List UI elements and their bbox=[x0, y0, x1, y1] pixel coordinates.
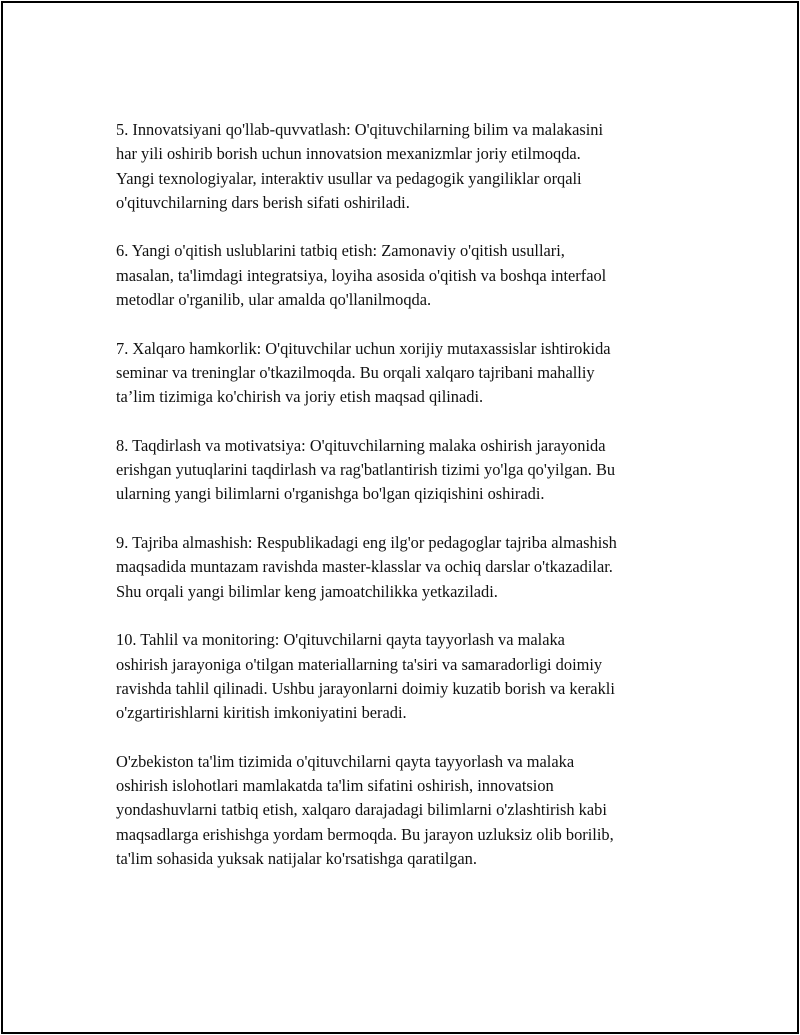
paragraph-new-teaching-methods: 6. Yangi o'qitish uslublarini tatbiq etish: Zamonaviy o'qitish usullari, masalan, ta'limdagi integratsiya, loyiha asosida o'qitish va boshqa interfaol metodlar o'rganilib, ular amalda qo'llanilmoqda. bbox=[116, 241, 607, 310]
paragraph-analysis-monitoring: 10. Tahlil va monitoring: O'qituvchilarni qayta tayyorlash va malaka oshirish jarayoniga o'tilgan materiallarning ta'siri va samaradorligi doimiy ravishda tahlil qilinadi. Ushbu jarayonlarni doimiy kuzatib borish va kerakli o'zgartirishlarni kiritish imkoniyatini beradi. bbox=[116, 630, 615, 723]
paragraph-conclusion: O'zbekiston ta'lim tizimida o'qituvchilarni qayta tayyorlash va malaka oshirish islohotlari mamlakatda ta'lim sifatini oshirish, innovatsion yondashuvlarni tatbiq etish, xalqaro darajadagi bilimlarni o'zlashtirish kabi maqsadlarga erishishga yordam bermoqda. Bu jarayon uzluksiz olib borilib, ta'lim sohasida yuksak natijalar ko'rsatishga qaratilgan. bbox=[116, 751, 614, 868]
document-body bbox=[116, 118, 688, 896]
paragraph-innovation-support: 5. Innovatsiyani qo'llab-quvvatlash: O'qituvchilarning bilim va malakasini har yili oshirib borish uchun innovatsion mexanizmlar joriy etilmoqda. Yangi texnologiyalar, interaktiv usullar va pedagogik yangiliklar orqali o'qituvchilarning dars berish sifati oshiriladi. bbox=[116, 120, 604, 212]
paragraph-experience-exchange: 9. Tajriba almashish: Respublikadagi eng ilg'or pedagoglar tajriba almashish maqsadida muntazam ravishda master-klasslar va ochiq darslar o'tkazadilar. Shu orqali yangi bilimlar keng jamoatchilikka yetkaziladi. bbox=[116, 533, 617, 601]
paragraph-international-cooperation: 7. Xalqaro hamkorlik: O'qituvchilar uchun xorijiy mutaxassislar ishtirokida seminar va treninglar o'tkazilmoqda. Bu orqali xalqaro tajribani mahalliy ta’lim tizimiga ko'chirish va joriy etish maqsad qilinadi. bbox=[116, 338, 611, 407]
paragraph-rewards-motivation: 8. Taqdirlash va motivatsiya: O'qituvchilarning malaka oshirish jarayonida erishgan yutuqlarini taqdirlash va rag'batlantirish tizimi yo'lga qo'yilgan. Bu ularning yangi bilimlarni o'rganishga bo'lgan qiziqishini oshiradi. bbox=[116, 435, 616, 504]
